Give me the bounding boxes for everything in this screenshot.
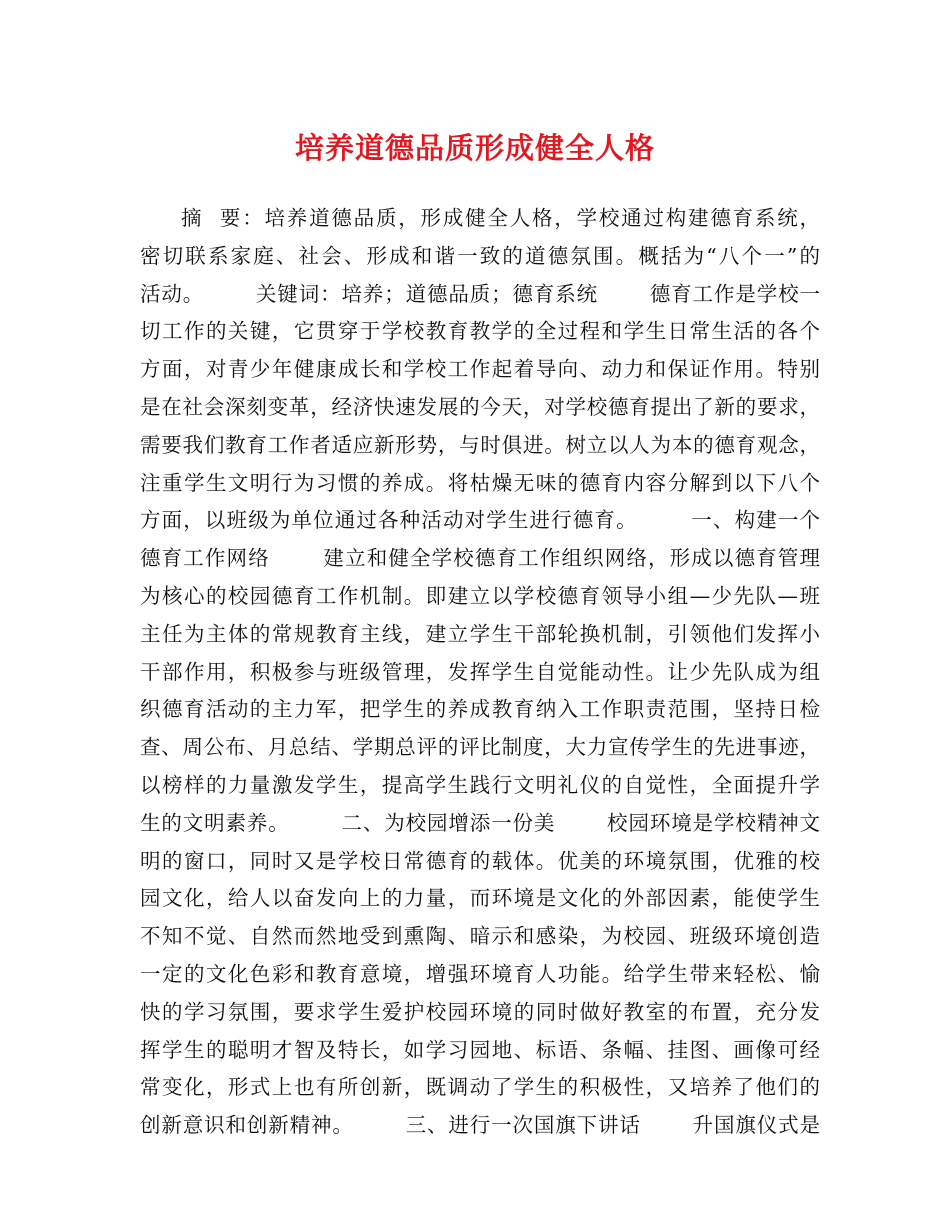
body-line: 一定的文化色彩和教育意境，增强环境育人功能。给学生带来轻松、愉 [140,961,820,986]
body-line: 切工作的关键，它贯穿于学校教育教学的全过程和学生日常生活的各个 [140,319,820,344]
body-line: 快的学习氛围，要求学生爱护校园环境的同时做好教室的布置，充分发 [140,999,820,1024]
body-line: 生的文明素养。 二、为校园增添一份美 校园环境是学校精神文 [140,810,820,835]
body-line: 常变化，形式上也有所创新，既调动了学生的积极性，又培养了他们的 [140,1075,820,1100]
body-line: 园文化，给人以奋发向上的力量，而环境是文化的外部因素，能使学生 [140,886,820,911]
body-line: 主任为主体的常规教育主线，建立学生干部轮换机制，引领他们发挥小 [140,621,820,646]
body-line: 是在社会深刻变革，经济快速发展的今天，对学校德育提出了新的要求， [140,394,820,419]
body-line: 活动。 关键词：培养；道德品质；德育系统 德育工作是学校一 [140,281,820,306]
document-title: 培养道德品质形成健全人格 [294,131,655,165]
body-line: 查、周公布、月总结、学期总评的评比制度，大力宣传学生的先进事迹， [140,735,820,760]
body-line: 干部作用，积极参与班级管理，发挥学生自觉能动性。让少先队成为组 [140,659,820,684]
body-line: 创新意识和创新精神。 三、进行一次国旗下讲话 升国旗仪式是 [140,1113,820,1138]
body-line: 为核心的校园德育工作机制。即建立以学校德育领导小组—少先队—班 [140,583,820,608]
body-line: 以榜样的力量激发学生，提高学生践行文明礼仪的自觉性，全面提升学 [140,772,820,797]
document-body [140,200,820,1145]
body-line: 明的窗口，同时又是学校日常德育的载体。优美的环境氛围，优雅的校 [140,848,820,873]
body-line: 不知不觉、自然而然地受到熏陶、暗示和感染，为校园、班级环境创造 [140,924,820,949]
body-line: 摘 要：培养道德品质，形成健全人格，学校通过构建德育系统， [181,206,820,230]
body-line: 织德育活动的主力军，把学生的养成教育纳入工作职责范围，坚持日检 [140,697,820,722]
body-line: 密切联系家庭、社会、形成和谐一致的道德氛围。概括为“八个一”的 [140,243,820,268]
body-line: 挥学生的聪明才智及特长，如学习园地、标语、条幅、挂图、画像可经 [140,1037,820,1062]
body-line: 方面，以班级为单位通过各种活动对学生进行德育。 一、构建一个 [140,508,820,533]
body-line: 注重学生文明行为习惯的养成。将枯燥无味的德育内容分解到以下八个 [140,470,820,495]
body-line: 德育工作网络 建立和健全学校德育工作组织网络，形成以德育管理 [140,546,820,571]
body-line: 需要我们教育工作者适应新形势，与时俱进。树立以人为本的德育观念， [140,432,820,457]
body-line: 方面，对青少年健康成长和学校工作起着导向、动力和保证作用。特别 [140,357,820,382]
